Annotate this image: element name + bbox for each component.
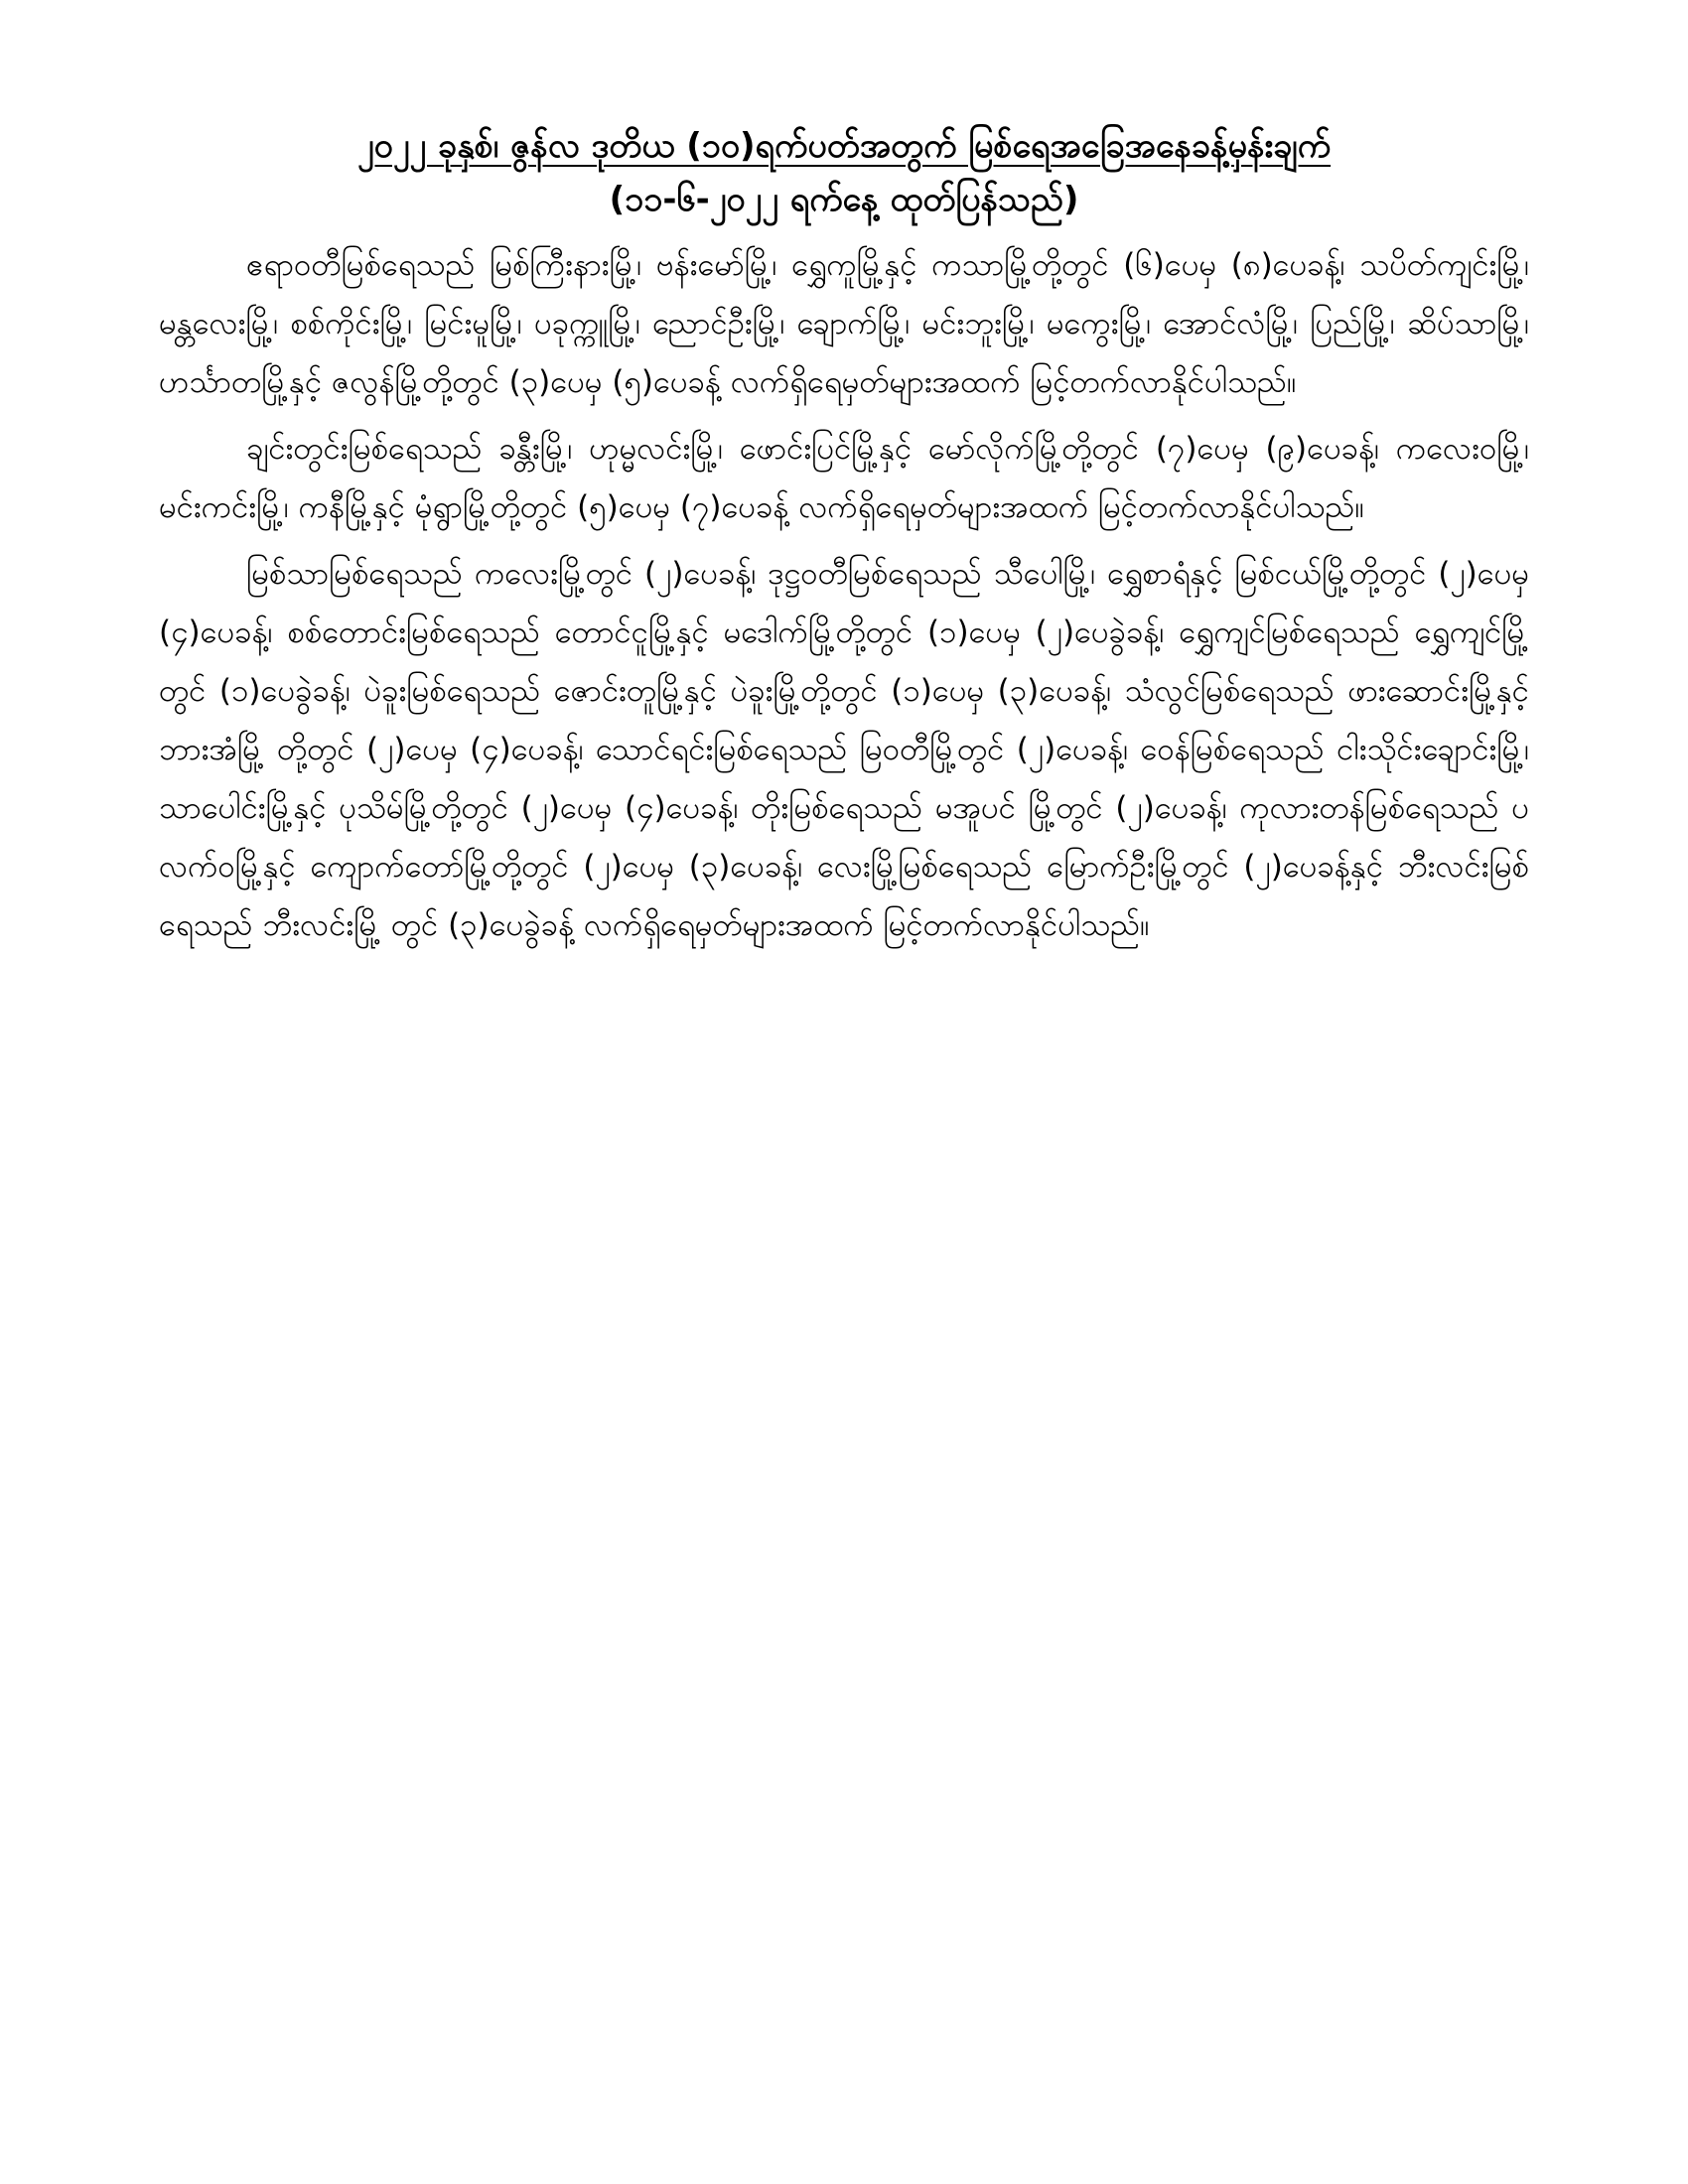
document-body <box>159 236 1529 963</box>
paragraph-chindwin: ချင်းတွင်းမြစ်ရေသည် ခန္တီးမြို့၊ ဟုမ္မလင်းမြို့၊ ဖောင်းပြင်မြို့နှင့် မော်လိုက်မြို့တို့တွင် (၇)ပေမှ (၉)ပေခန့်၊ ကလေးဝမြို့၊ မင်းကင်းမြို့၊ ကနီမြို့နှင့် မုံရွာမြို့တို့တွင် (၅)ပေမှ (၇)ပေခန့် လက်ရှိရေမှတ်များအထက် မြင့်တက်လာနိုင်ပါသည်။ <box>159 431 1529 525</box>
paragraph-other-rivers: မြစ်သာမြစ်ရေသည် ကလေးမြို့တွင် (၂)ပေခန့်၊ ဒုဋ္ဌဝတီမြစ်ရေသည် သီပေါမြို့၊ ရွှေစာရံနှင့် မြစ်ငယ်မြို့တို့တွင် (၂)ပေမှ (၄)ပေခန့်၊ စစ်တောင်းမြစ်ရေသည် တောင်ငူမြို့နှင့် မဒေါက်မြို့တို့တွင် (၁)ပေမှ (၂)ပေခွဲခန့်၊ ရွှေကျင်မြစ်ရေသည် ရွှေကျင်မြို့တွင် (၁)ပေခွဲခန့်၊ ပဲခူးမြစ်ရေသည် ဇောင်းတူမြို့နှင့် ပဲခူးမြို့တို့တွင် (၁)ပေမှ (၃)ပေခန့်၊ သံလွင်မြစ်ရေသည် ဖားဆောင်းမြို့နှင့် ဘားအံမြို့ တို့တွင် (၂)ပေမှ (၄)ပေခန့်၊ သောင်ရင်းမြစ်ရေသည် မြဝတီမြို့တွင် (၂)ပေခန့်၊ ဝေန်မြစ်ရေသည် ငါးသိုင်းချောင်းမြို့၊ သာပေါင်းမြို့နှင့် ပုသိမ်မြို့တို့တွင် (၂)ပေမှ (၄)ပေခန့်၊ တိုးမြစ်ရေသည် မအူပင် မြို့တွင် (၂)ပေခန့်၊ ကုလားတန်မြစ်ရေသည် ပလက်ဝမြို့နှင့် ကျောက်တော်မြို့တို့တွင် (၂)ပေမှ (၃)ပေခန့်၊ လေးမြို့မြစ်ရေသည် မြောက်ဦးမြို့တွင် (၂)ပေခန့်နှင့် ဘီးလင်းမြစ်ရေသည် ဘီးလင်းမြို့ တွင် (၃)ပေခွဲခန့် လက်ရှိရေမှတ်များအထက် မြင့်တက်လာနိုင်ပါသည်။ <box>159 556 1529 943</box>
document-title: ၂၀၂၂ ခုနှစ်၊ ဇွန်လ ဒုတိယ (၁၀)ရက်ပတ်အတွက် မြစ်ရေအခြေအနေခန့်မှန်းချက် <box>356 126 1332 166</box>
paragraph-irrawaddy: ဧရာဝတီမြစ်ရေသည် မြစ်ကြီးနားမြို့၊ ဗန်းမော်မြို့၊ ရွှေကူမြို့နှင့် ကသာမြို့တို့တွင် (၆)ပေမှ (၈)ပေခန့်၊ သပိတ်ကျင်းမြို့၊ မန္တလေးမြို့၊ စစ်ကိုင်းမြို့၊ မြင်းမူမြို့၊ ပခုက္ကူမြို့၊ ညောင်ဦးမြို့၊ ချောက်မြို့၊ မင်းဘူးမြို့၊ မကွေးမြို့၊ အောင်လံမြို့၊ ပြည်မြို့၊ ဆိပ်သာမြို့၊ ဟင်္သာတမြို့နှင့် ဇလွန်မြို့တို့တွင် (၃)ပေမှ (၅)ပေခန့် လက်ရှိရေမှတ်များအထက် မြင့်တက်လာနိုင်ပါသည်။ <box>159 247 1529 400</box>
title-block <box>159 119 1529 226</box>
document-subtitle: (၁၁-၆-၂၀၂၂ ရက်နေ့ ထုတ်ပြန်သည်) <box>609 180 1079 219</box>
